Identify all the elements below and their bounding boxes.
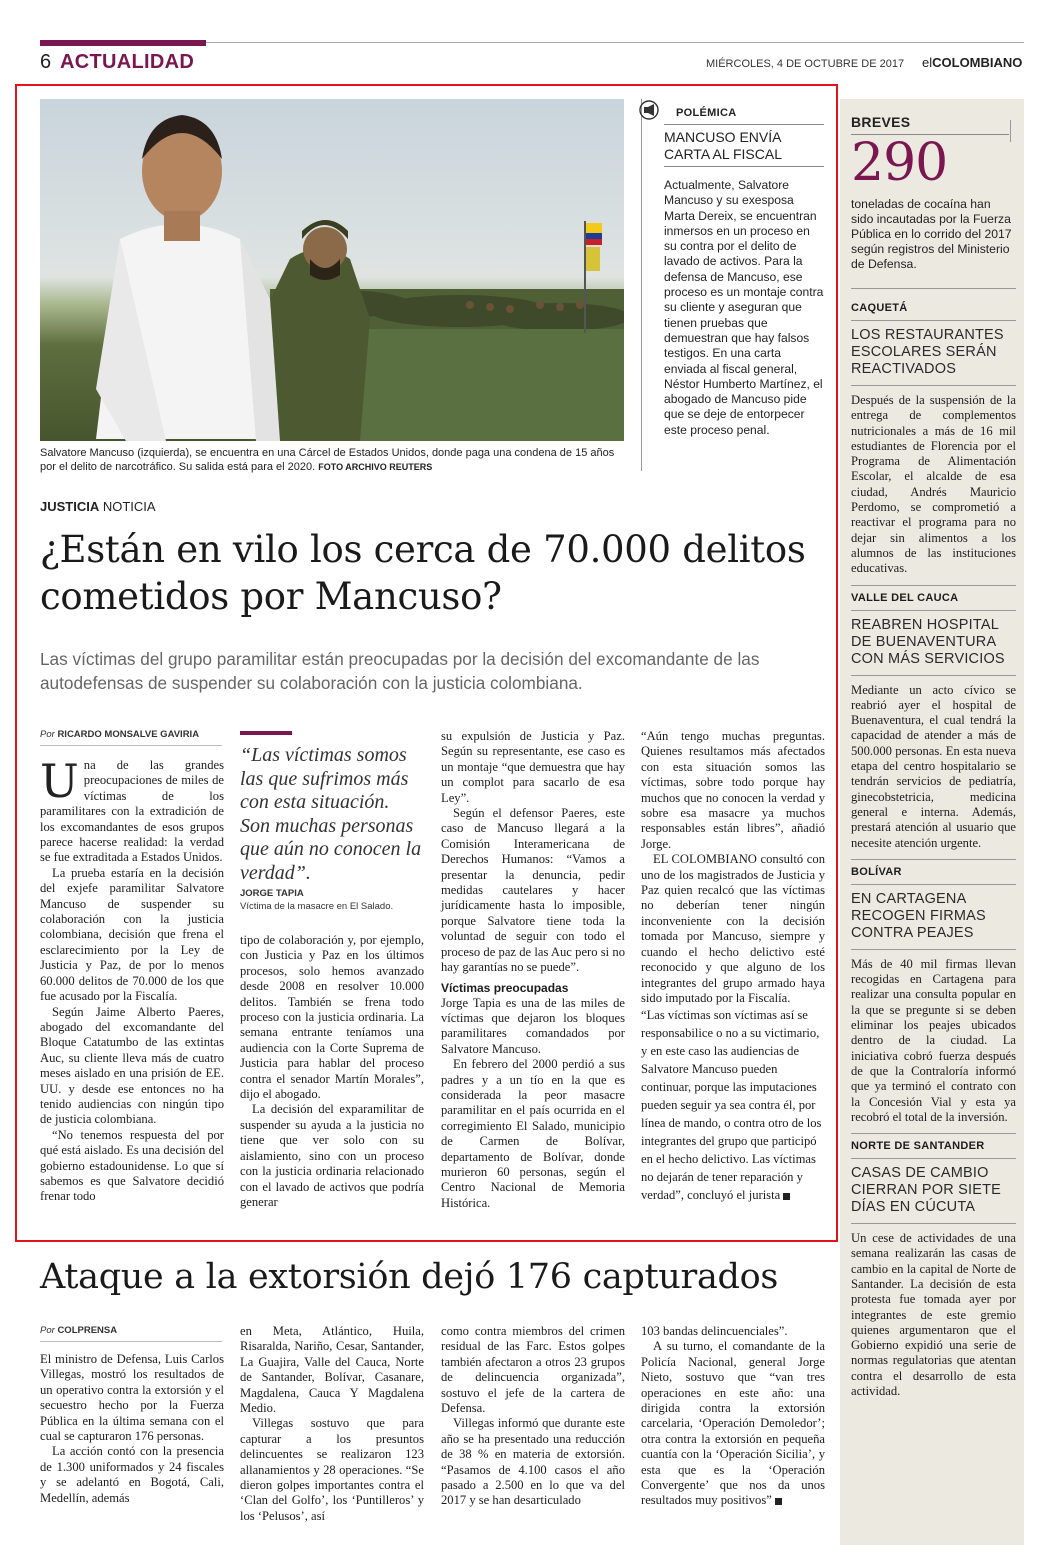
breves-item-2-kicker-rule [851,610,1016,611]
col4-paragraph-2: EL COLOMBIANO consultó con uno de los magistrados de Justicia y Paz quien recalcó que las víctimas no deberían tener ningún inconveniente con la decisión tomada por Mancuso, siempre y cuando el hecho delictivo esté reconocido y que alguno de los integrantes del grupo armado haya sido imputado por la Fiscalía. [641,852,825,1005]
header-rule [206,42,1024,43]
second-col1-paragraph-2: La acción contó con la presencia de 1.300 uniformados y 24 fiscales y se adelantó en Bogotá, Cali, Medellín, además [40,1444,224,1505]
second-col3-paragraph-1: como contra miembros del crimen residual de las Farc. Estos golpes también afectaron a otros 23 grupos de delincuencia organizada”, sostuvo el jefe de la cartera de Defensa. [441,1324,625,1416]
second-column-1 [40,1352,224,1506]
main-column-4 [641,729,825,1204]
main-column-1 [40,754,224,1205]
col4-paragraph-3-text: “Las víctimas son víctimas así se responsabilice o no a su victimario, y en este caso las audiencias de Salvatore Mancuso pueden continuar, porque las imputaciones pueden seguir ya sea contra él, por línea de mando, o contra otro de los integrantes del grupo que participó en el hecho delictivo. Las víctimas no dejarán de tener reparación y verdad”, concluyó el jurista [641,1008,822,1203]
second-headline: Ataque a la extorsión dejó 176 capturados [40,1257,779,1297]
breves-item-4-title: CASAS DE CAMBIO CIERRAN POR SIETE DÍAS EN CÚCUTA [851,1165,1002,1216]
sidebar-kicker: POLÉMICA [676,107,737,119]
breves-item-3-kicker-rule [851,884,1016,885]
breves-item-1-title: LOS RESTAURANTES ESCOLARES SERÁN REACTIVADOS [851,327,1004,377]
breves-item-1-rule [851,288,1016,289]
pull-quote-accent [240,731,292,735]
col3-subhead: Víctimas preocupadas [441,980,569,995]
sidebar-body: Actualmente, Salvatore Mancuso y su exesposa Marta Dereix, se encuentran inmersos en un proceso en su contra por el delito de lavado de activos. Para la defensa de Mancuso, ese proceso es un montaje contra su cliente y aseguran que tienen pruebas que demuestran que hay falsos testigos. En una carta enviada al fiscal general, Néstor Humberto Martínez, el abogado de Mancuso pide que se deje de entorpecer este proceso penal. [664,178,824,437]
section-label-topic: JUSTICIA [40,499,100,514]
col4-paragraph-3 [641,1008,821,1202]
section-label-type: NOTICIA [102,499,156,514]
quote-role: Víctima de la masacre en El Salado. [240,901,394,912]
col3-paragraph-3: Jorge Tapia es una de las miles de víctimas que dejaron los bloques paramilitares comandados por Salvatore Mancuso. [441,995,625,1056]
second-column-4 [641,1324,825,1509]
breves-item-4-rule [851,1133,1016,1134]
sidebar-divider [641,99,642,471]
brand-name: COLOMBIANO [932,55,1023,70]
byline-name: RICARDO MONSALVE GAVIRIA [57,729,200,740]
main-deck: Las víctimas del grupo paramilitar están preocupadas por la decisión del excomandante de las autodefensas de suspender su colaboración con la justicia colombiana. [40,649,760,693]
breves-item-1-kicker-rule [851,320,1016,321]
breves-item-2-rule [851,585,1016,586]
breves-content [851,114,1016,1399]
drop-cap: U [40,754,79,808]
page-number: 6 [40,51,52,73]
publication-date: MIÉRCOLES, 4 DE OCTUBRE DE 2017 [706,58,905,70]
sidebar-title: MANCUSO ENVÍA CARTA AL FISCAL [664,129,783,162]
breves-item-3 [851,859,1016,1125]
megaphone-icon [639,100,665,125]
breves-item-4-title-rule [851,1223,1016,1224]
breves-item-3-title: EN CARTAGENA RECOGEN FIRMAS CONTRA PEAJES [851,890,986,941]
col3-paragraph-4: En febrero del 2000 perdió a sus padres y a un tío en la que es considerada la peor masacre paramilitar en el país ocurrida en el corregimiento El Salado, municipio de Carmen de Bolívar, departamento de Bolívar, donde murieron 60 personas, según el Centro Nacional de Memoria Histórica. [441,1057,625,1210]
end-mark-icon [783,1193,790,1200]
breves-item-2-title: REABREN HOSPITAL DE BUENAVENTURA CON MÁS SERVICIOS [851,616,1005,667]
photo-credit: FOTO ARCHIVO REUTERS [318,462,433,473]
second-byline-name: COLPRENSA [57,1325,118,1336]
breves-item-3-body: Más de 40 mil firmas llevan recogidas en Cartagena para realizar una consulta popular en la que se pregunte si se deben eliminar los peajes ubicados dentro de la ciudad. La iniciativa cobró fuerza después de que la Contraloría informó que ya terminó el contrato con la Concesión Vial y esta ya recobró el total de la inversión. [851,956,1016,1124]
breves-number-text: toneladas de cocaína han sido incautadas por la Fuerza Pública en lo corrido del 2017 según registros del Ministerio de Defensa. [851,197,1012,271]
byline-prefix: Por [40,729,55,740]
photo-caption [40,446,625,474]
breves-item-2-body: Mediante un acto cívico se reabrió ayer el hospital de Buenaventura, el cual tendrá la capacidad de atender a más de 500.000 personas. En esta nueva etapa del centro hospitalario se tendrán servicios de pediatría, ginecobstetricia, medicina general e interna. Además, prestará atención al usuario que necesite atención urgente. [851,682,1016,850]
photo-scene [40,99,624,441]
sidebar-title-rule [664,166,824,167]
sidebar-title-rule-top [664,124,824,125]
header-accent-bar [40,40,206,46]
col4-paragraph-1: “Aún tengo muchas preguntas. Quienes resultamos más afectados con esta situación somos las víctimas, sobre todo porque hay muchos que no conocen la verdad y sobre esa masacre ya muchos responsables están libres”, añadió Jorge. [641,729,825,851]
col3-paragraph-2: Según el defensor Paeres, este caso de Mancuso llegará a la Comisión Interamericana de Derechos Humanos: “Vamos a presentar la denuncia, pedir medidas cautelares y hacer jurídicamente hasta lo imposible, porque Salvatore tiene toda la voluntad de seguir con todo el proceso de paz de las Auc pero si no hay garantías no se puede”. [441,806,625,975]
second-column-2 [240,1324,424,1524]
breves-item-3-kicker: BOLÍVAR [851,865,902,878]
breves-item-3-title-rule [851,949,1016,950]
brand-prefix: el [922,55,933,70]
breves-big-number: 290 [851,133,948,193]
breves-item-1-body: Después de la suspensión de la entrega de complementos nutricionales a más de 16 mil estudiantes de Florencia por el Programa de Alimentación Escolar, el alcalde de esa ciudad, Andrés Mauricio Perdomo, se comprometió a reactivar el programa para no dejar sin alimentos a los alumnos de las instituciones educativas. [851,393,1016,576]
breves-item-2-title-rule [851,675,1016,676]
col1-paragraph-3: Según Jaime Alberto Paeres, abogado del excomandante del Bloque Catatumbo de las extintas Auc, su cliente lleva más de cuatro meses aislado en una prisión de EE. UU. y desde ese entonces no ha tenido audiencias con ningún tipo de justicia colombiana. [40,1004,224,1127]
breves-label: BREVES [851,114,911,130]
col2-paragraph-1: tipo de colaboración y, por ejemplo, con Justicia y Paz en los últimos procesos, solo hemos avanzado desde 2008 en resolver 10.000 delitos. También se frena todo proceso con la justicia ordinaria. La semana entrante teníamos una audiencia con la Corte Suprema de Justicia para hablar del proceso contra el senador Martín Morales”, dijo el abogado. [240,933,424,1102]
second-column-3 [441,1324,625,1509]
main-photo [40,99,624,441]
second-end-mark-icon [775,1498,782,1505]
breves-item-4-kicker: NORTE DE SANTANDER [851,1140,985,1153]
second-col2-paragraph-2: Villegas sostuvo que para capturar a los presuntos delincuentes se realizaron 123 allanamientos y 28 operaciones. “Se dieron golpes importantes contra el ‘Clan del Golfo’, los ‘Puntilleros’ y los ‘Pelusos’, así [240,1416,424,1523]
second-col3-paragraph-2: Villegas informó que durante este año se ha presentado una reducción de 38 % en materia de extorsión. “Pasamos de 4.100 casos el año pasado a 2.500 en lo que va del 2017 y se han desarticulado [441,1416,625,1508]
breves-item-1-title-rule [851,385,1016,386]
col1-paragraph-4: “No tenemos respuesta del por qué está aislado. Es una decisión del gobierno estadounidense. Lo que sí sabemos es que Salvatore decidió frenar todo [40,1127,224,1204]
caption-text: Salvatore Mancuso (izquierda), se encuentra en una Cárcel de Estados Unidos, donde paga una condena de 15 años por el delito de narcotráfico. Su salida está para el 2020. [40,447,615,474]
breves-item-1-kicker: CAQUETÁ [851,302,908,314]
pull-quote: “Las víctimas somos las que sufrimos más con esta situación. Son muchas personas que aún no conocen la verdad”. [240,744,422,884]
col1-paragraph-2: La prueba estaría en la decisión del exjefe paramilitar Salvatore Mancuso de suspender su colaboración con la justicia colombiana, decisión que frena el esclarecimiento por la Ley de Justicia y Paz, de por lo menos 60.000 delitos de 70.000 de los que fue acusado por la Fiscalía. [40,865,224,1004]
breves-item-3-rule [851,859,1016,860]
main-column-2 [240,933,424,1210]
section-label [40,499,156,514]
breves-item-2-kicker: VALLE DEL CAUCA [851,591,959,604]
col3-paragraph-1: su expulsión de Justicia y Paz. Según su representante, ese caso es un montaje “que demuestra que hay un complot para sacarlo de esa Ley”. [441,729,625,805]
quote-author: JORGE TAPIA [240,888,304,899]
second-byline-prefix: Por [40,1325,55,1336]
main-column-3 [441,729,625,1211]
col2-paragraph-2: La decisión del exparamilitar de suspender su ayuda a la justicia no tiene que ver solo con su aislamiento, sino con un proceso con la justicia ordinaria relacionado con el lavado de activos que podría generar [240,1102,424,1209]
second-col4-paragraph-1: 103 bandas delincuenciales”. [641,1324,788,1338]
breves-item-4-kicker-rule [851,1158,1016,1159]
second-col1-paragraph-1: El ministro de Defensa, Luis Carlos Villegas, mostró los resultados de un operativo contra la extorsión y el secuestro hecho por la Fuerza Pública en la última semana con el cual se capturaron 176 personas. [40,1352,224,1444]
breves-item-1 [851,288,1016,577]
second-col4-paragraph-2 [641,1339,825,1508]
second-col4-paragraph-2-text: A su turno, el comandante de la Policía Nacional, general Jorge Nieto, sostuvo que “van tres operaciones en este año: una dirigida contra la extorsión carcelaria, ‘Operación Demoledor’; otra contra la extorsión en pequeña cuantía con la ‘Operación Sicilia’, y esta que es la ‘Operación Convergente’ que nos da unos resultados muy positivos” [641,1339,825,1508]
main-headline: ¿Están en vilo los cerca de 70.000 delitos cometidos por Mancuso? [40,528,806,618]
masthead-brand [922,55,1022,70]
second-byline [40,1325,117,1336]
second-col2-paragraph-1: en Meta, Atlántico, Huila, Risaralda, Nariño, Cesar, Santander, La Guajira, Valle del Cauca, Norte de Santander, Bolívar, Casanare, Magdalena, Cauca Y Magdalena Medio. [240,1324,424,1416]
breves-item-4 [851,1133,1016,1399]
breves-item-2 [851,585,1016,851]
section-name: ACTUALIDAD [60,51,195,73]
second-byline-rule [40,1341,222,1342]
byline-rule [40,745,222,746]
main-byline [40,729,199,740]
breves-item-4-body: Un cese de actividades de una semana realizarán las casas de cambio en la capital de Norte de Santander. La decisión de esta protesta fue tomada ayer por integrantes de este gremio quienes argumentaron que el Gobierno expidió una serie de normas regulatorias que atentan contra el desarrollo de esta actividad. [851,1231,1016,1399]
col1-paragraph-1: na de las grandes preocupaciones de miles de víctimas de los paramilitares con la extradición de los excomandantes de esos grupos parece hacerse realidad: la verdad se fue extraditada a Estados Unidos. [40,758,224,865]
